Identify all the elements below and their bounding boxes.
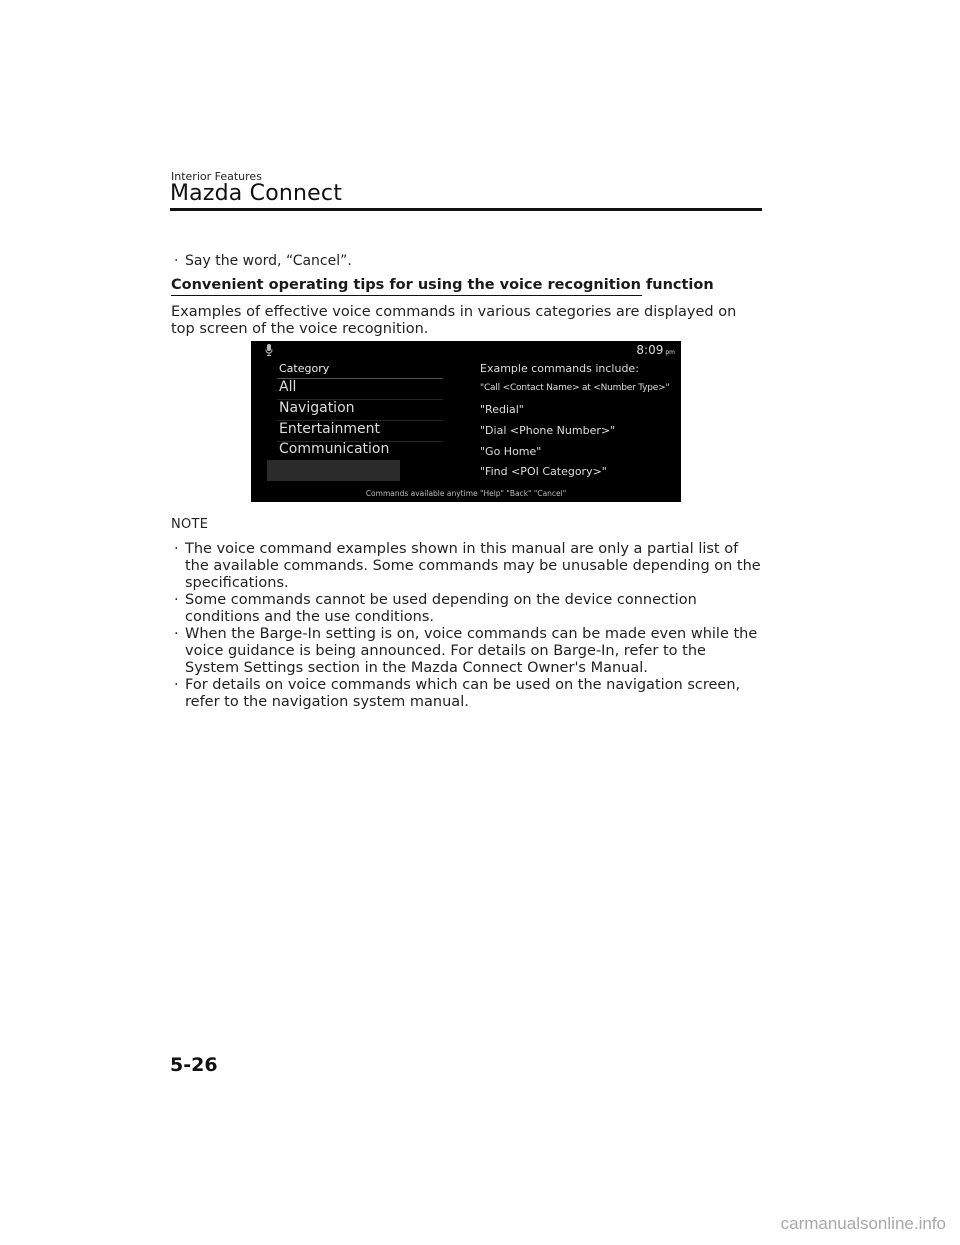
subheading-underline [171, 295, 642, 296]
note-item-text: For details on voice commands which can be used on the navigation screen, refer to the navigation system manual. [185, 677, 741, 710]
category-item-all[interactable]: All [279, 379, 297, 395]
category-header: Category [279, 362, 330, 375]
note-item [174, 541, 764, 592]
intro-paragraph: Examples of effective voice commands in various categories are displayed on top screen of the voice recognition. [171, 304, 737, 337]
bullet-dot: · [174, 677, 179, 693]
bullet-dot: · [174, 253, 179, 269]
intro-bullet-text: Say the word, “Cancel”. [185, 253, 352, 269]
note-item [174, 626, 764, 677]
microphone-icon [265, 344, 273, 356]
intro-bullet [174, 253, 352, 270]
note-list [174, 541, 764, 711]
note-item [174, 677, 764, 711]
examples-header: Example commands include: [480, 362, 639, 375]
example-command: "Dial <Phone Number>" [480, 424, 616, 437]
chapter-title: Mazda Connect [170, 181, 343, 206]
bullet-dot: · [174, 541, 179, 557]
note-item-text: When the Barge-In setting is on, voice commands can be made even while the voice guidance is being announced. For details on Barge-In, refer to the System Settings section in the Mazda Connect Owner's Manual. [185, 626, 758, 676]
note-item-text: Some commands cannot be used depending on the device connection conditions and the use conditions. [185, 592, 697, 625]
note-label: NOTE [171, 517, 209, 532]
page-number: 5-26 [170, 1054, 218, 1076]
example-command: "Redial" [480, 403, 524, 416]
anytime-commands-footer: Commands available anytime "Help" "Back" "Cancel" [365, 489, 567, 498]
example-command: "Call <Contact Name> at <Number Type>" [480, 383, 670, 393]
header-rule [170, 208, 762, 211]
clock [636, 343, 675, 357]
voice-recognition-screen [251, 341, 681, 502]
subheading: Convenient operating tips for using the voice recognition function [171, 277, 714, 293]
category-item-entertainment[interactable]: Entertainment [279, 421, 381, 437]
example-command: "Go Home" [480, 445, 542, 458]
note-item [174, 592, 764, 626]
example-command: "Find <POI Category>" [480, 465, 607, 478]
category-header-rule [277, 378, 443, 379]
bullet-dot: · [174, 592, 179, 608]
clock-ampm: pm [665, 349, 675, 356]
watermark: carmanualsonline.info [780, 1214, 946, 1233]
clock-time: 8:09 [636, 343, 664, 357]
category-empty-slot[interactable] [267, 460, 400, 481]
note-item-text: The voice command examples shown in this manual are only a partial list of the available commands. Some commands may be unusable depending on the specifications. [185, 541, 761, 591]
category-item-navigation[interactable]: Navigation [279, 400, 355, 416]
section-label: Interior Features [171, 170, 262, 183]
bullet-dot: · [174, 626, 179, 642]
category-item-communication[interactable]: Communication [279, 441, 390, 457]
